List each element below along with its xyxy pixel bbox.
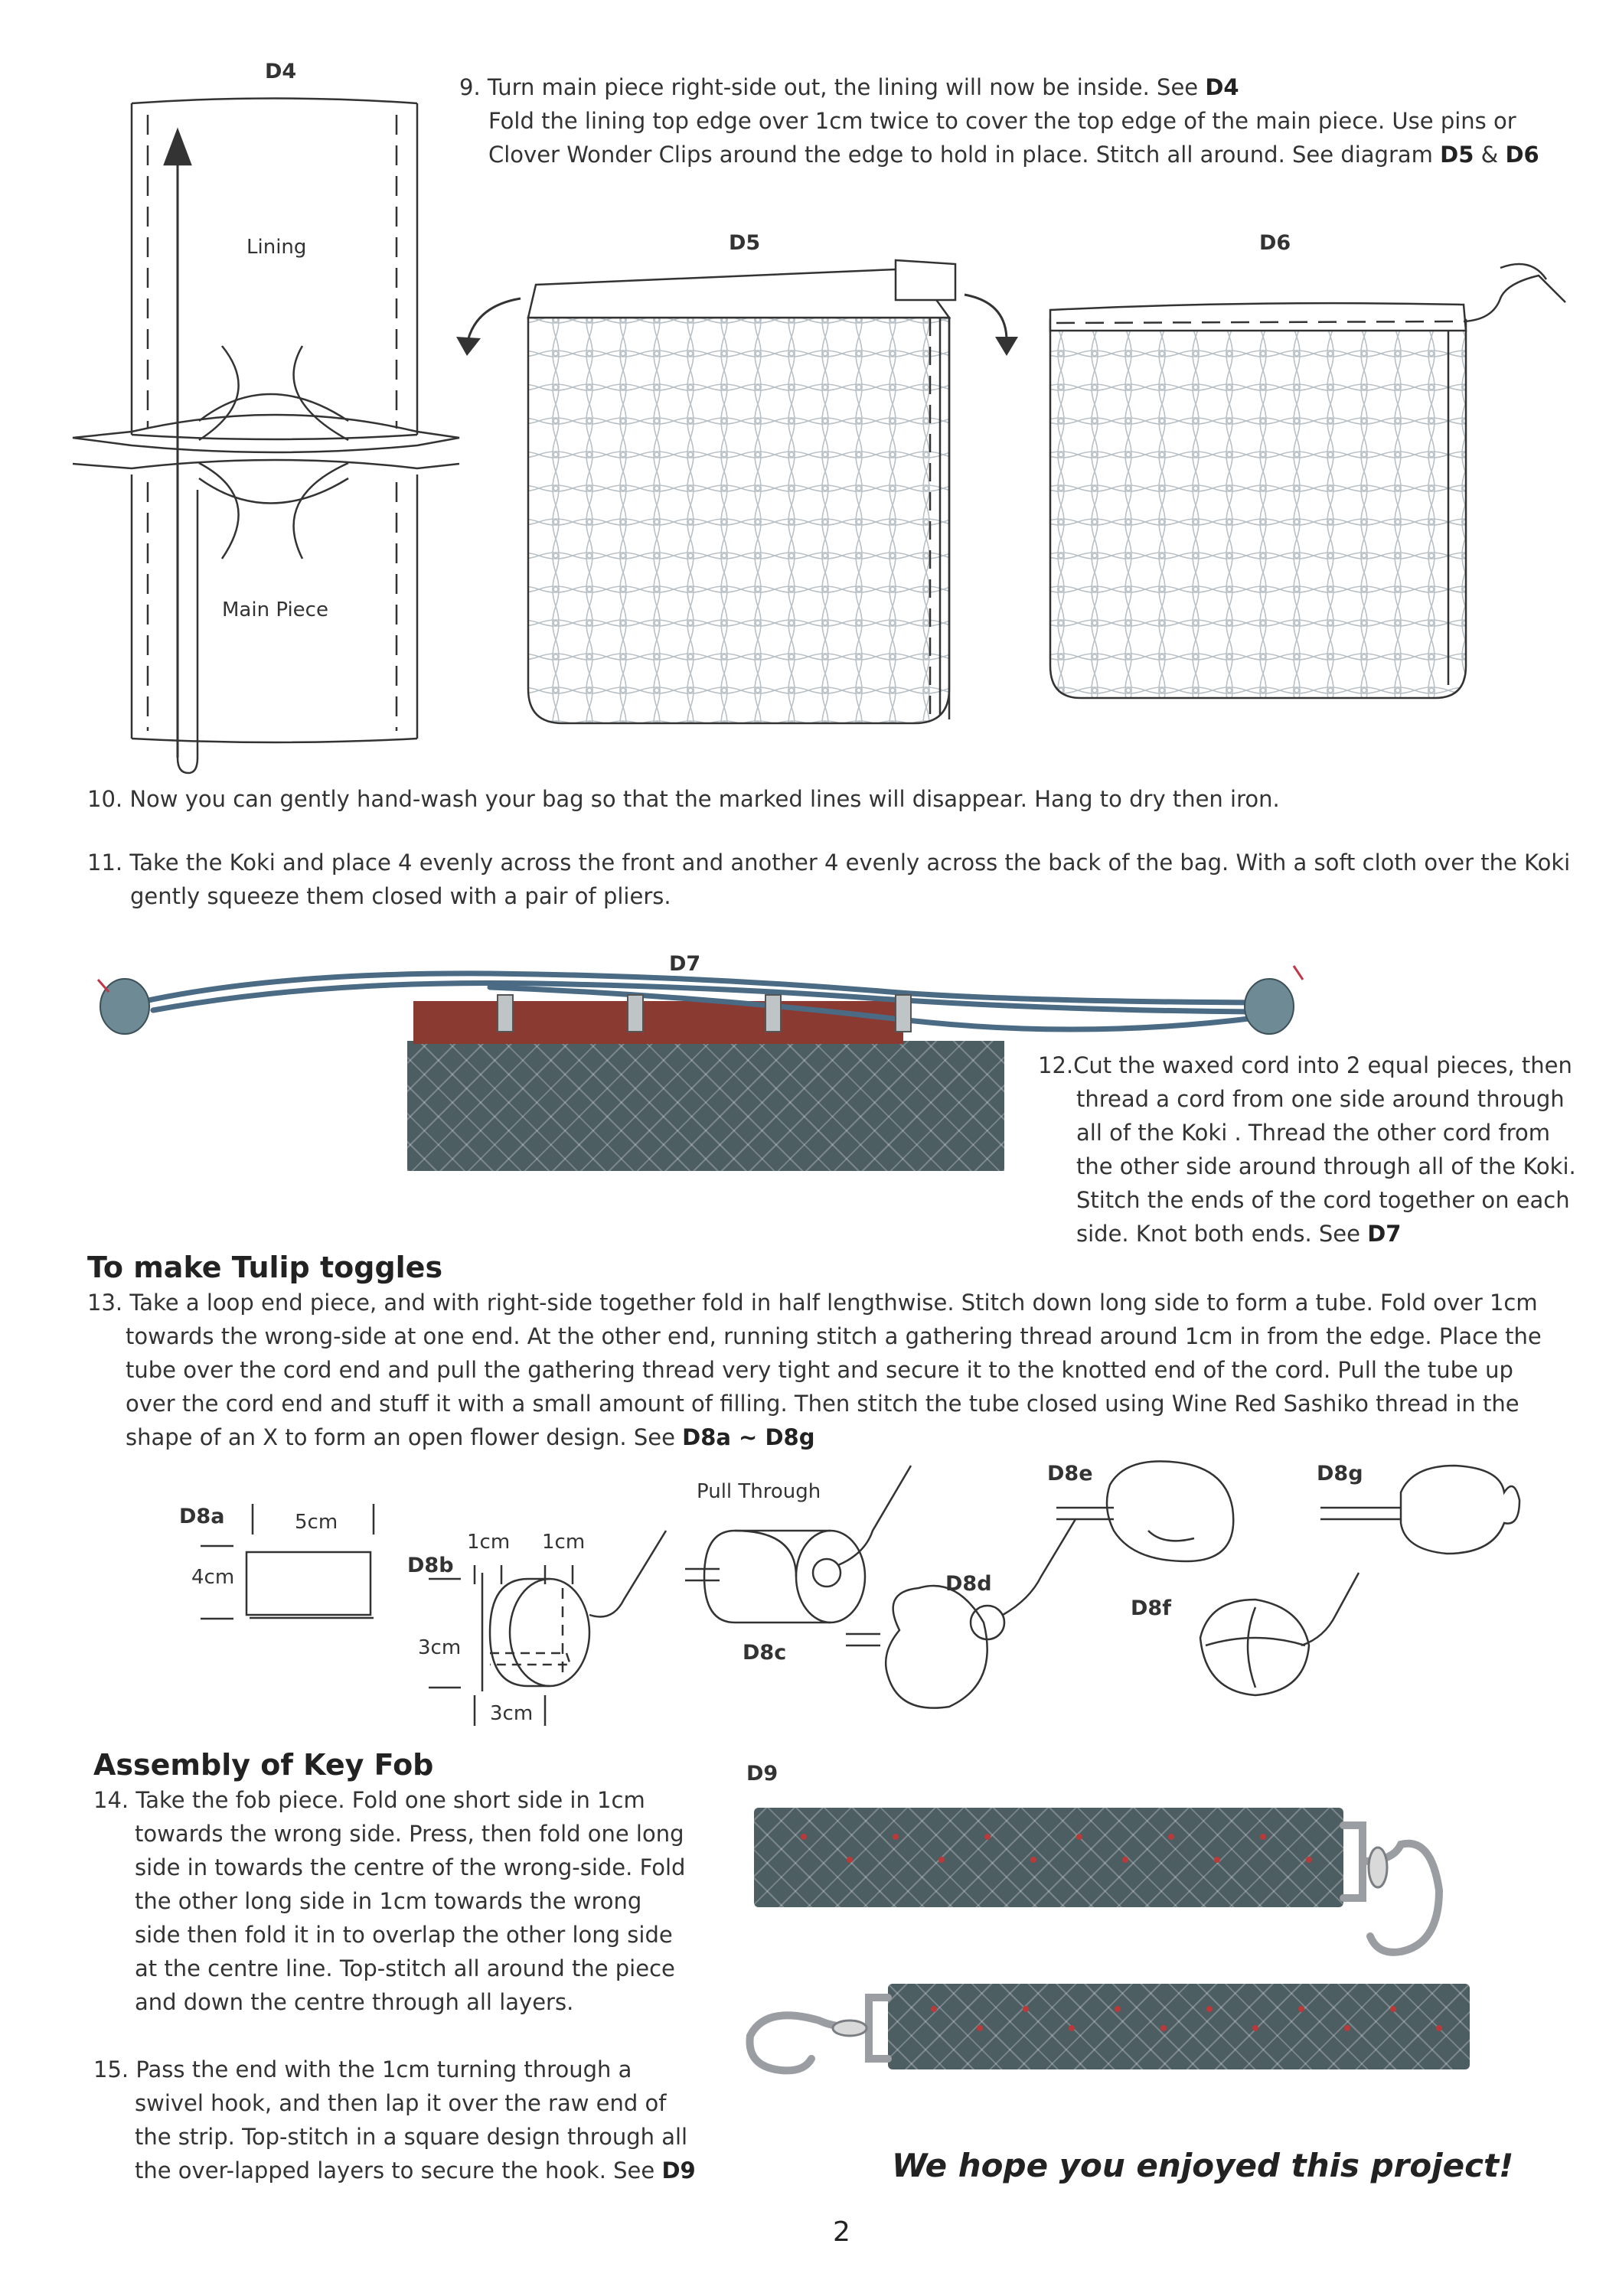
step-14: 14. Take the fob piece. Fold one short side in 1cm towards the wrong side. Press, then fold one long side in towards the centre of the wrong-side. Fold the other long side in 1cm towards the wrong side then fold it in to overlap the other long side at the centre line. Top-stitch all around the piece and down the centre through all layers. bbox=[93, 1787, 686, 2015]
d8c-pull-through: Pull Through bbox=[697, 1480, 821, 1503]
step-11: 11. Take the Koki and place 4 evenly across the front and another 4 evenly across the back of the bag. With a soft cloth over the Koki gently squeeze them closed with a pair of pliers. bbox=[87, 850, 1571, 909]
d6-label: D6 bbox=[1259, 231, 1291, 255]
d9-label: D9 bbox=[746, 1762, 778, 1786]
d8g-label: D8g bbox=[1317, 1462, 1363, 1486]
d8a-height: 4cm bbox=[191, 1566, 235, 1589]
d8b-1cm-left: 1cm bbox=[467, 1531, 511, 1554]
d9-fob-bottom bbox=[888, 1984, 1470, 2069]
step-13: 13. Take a loop end piece, and with right-side together fold in half lengthwise. Stitch down long side to form a tube. Fold over 1cm towards the wrong-side at one end. At the other end, running stitch a gathering thread around 1cm in from the edge. Place the tube over the cord end and pull the gathering thread very tight and secure it to the knotted end of the cord. Pull the tube up over the cord end and stuff it with a small amount of filling. Then stitch the tube closed using Wine Red Sashiko thread in the shape of an X to form an open flower design. See D8a ~ D8g bbox=[87, 1290, 1542, 1450]
d7-bag-photo bbox=[407, 1041, 1004, 1171]
d9-fob-top bbox=[754, 1808, 1343, 1907]
page-number: 2 bbox=[833, 2216, 850, 2248]
d8d-label: D8d bbox=[945, 1572, 992, 1596]
step-10: 10. Now you can gently hand-wash your bag so that the marked lines will disappear. Hang to dry then iron. bbox=[87, 786, 1280, 812]
d7-bag-band bbox=[413, 1001, 903, 1044]
d8b-label: D8b bbox=[407, 1554, 454, 1577]
d8b-height: 3cm bbox=[418, 1636, 462, 1659]
d4-lining-label: Lining bbox=[246, 236, 307, 259]
d8e-label: D8e bbox=[1047, 1462, 1093, 1486]
d8a-label: D8a bbox=[179, 1505, 225, 1528]
step-9: 9. Turn main piece right-side out, the lining will now be inside. See D4 Fold the lining top edge over 1cm twice to cover the top edge of the main piece. Use pins or Clover Wonder Clips around the edge to hold in place. Stitch all around. See diagram D5 & D6 bbox=[459, 74, 1539, 168]
d8b-width: 3cm bbox=[490, 1702, 534, 1725]
step-15: 15. Pass the end with the 1cm turning through a swivel hook, and then lap it over the raw end of the strip. Top-stitch in a square design through all the over-lapped layers to secure the hook. See D9 bbox=[93, 2056, 696, 2183]
keyfob-heading: Assembly of Key Fob bbox=[93, 1748, 434, 1782]
step-12: 12.Cut the waxed cord into 2 equal pieces, then thread a cord from one side around through all of the Koki . Thread the other cord from the other side around through all of the Koki. Stitch the ends of the cord together on each side. Knot both ends. See D7 bbox=[1038, 1052, 1576, 1247]
d8a-width: 5cm bbox=[295, 1511, 338, 1534]
d5-label: D5 bbox=[729, 231, 761, 255]
closing-message: We hope you enjoyed this project! bbox=[892, 2147, 1514, 2184]
d4-label: D4 bbox=[265, 60, 297, 83]
d8b-1cm-right: 1cm bbox=[542, 1531, 586, 1554]
d7-label: D7 bbox=[669, 952, 701, 976]
tulip-heading: To make Tulip toggles bbox=[87, 1251, 443, 1284]
d8c-label: D8c bbox=[743, 1641, 787, 1665]
d4-main-piece-label: Main Piece bbox=[222, 598, 328, 621]
d8f-label: D8f bbox=[1131, 1596, 1171, 1620]
